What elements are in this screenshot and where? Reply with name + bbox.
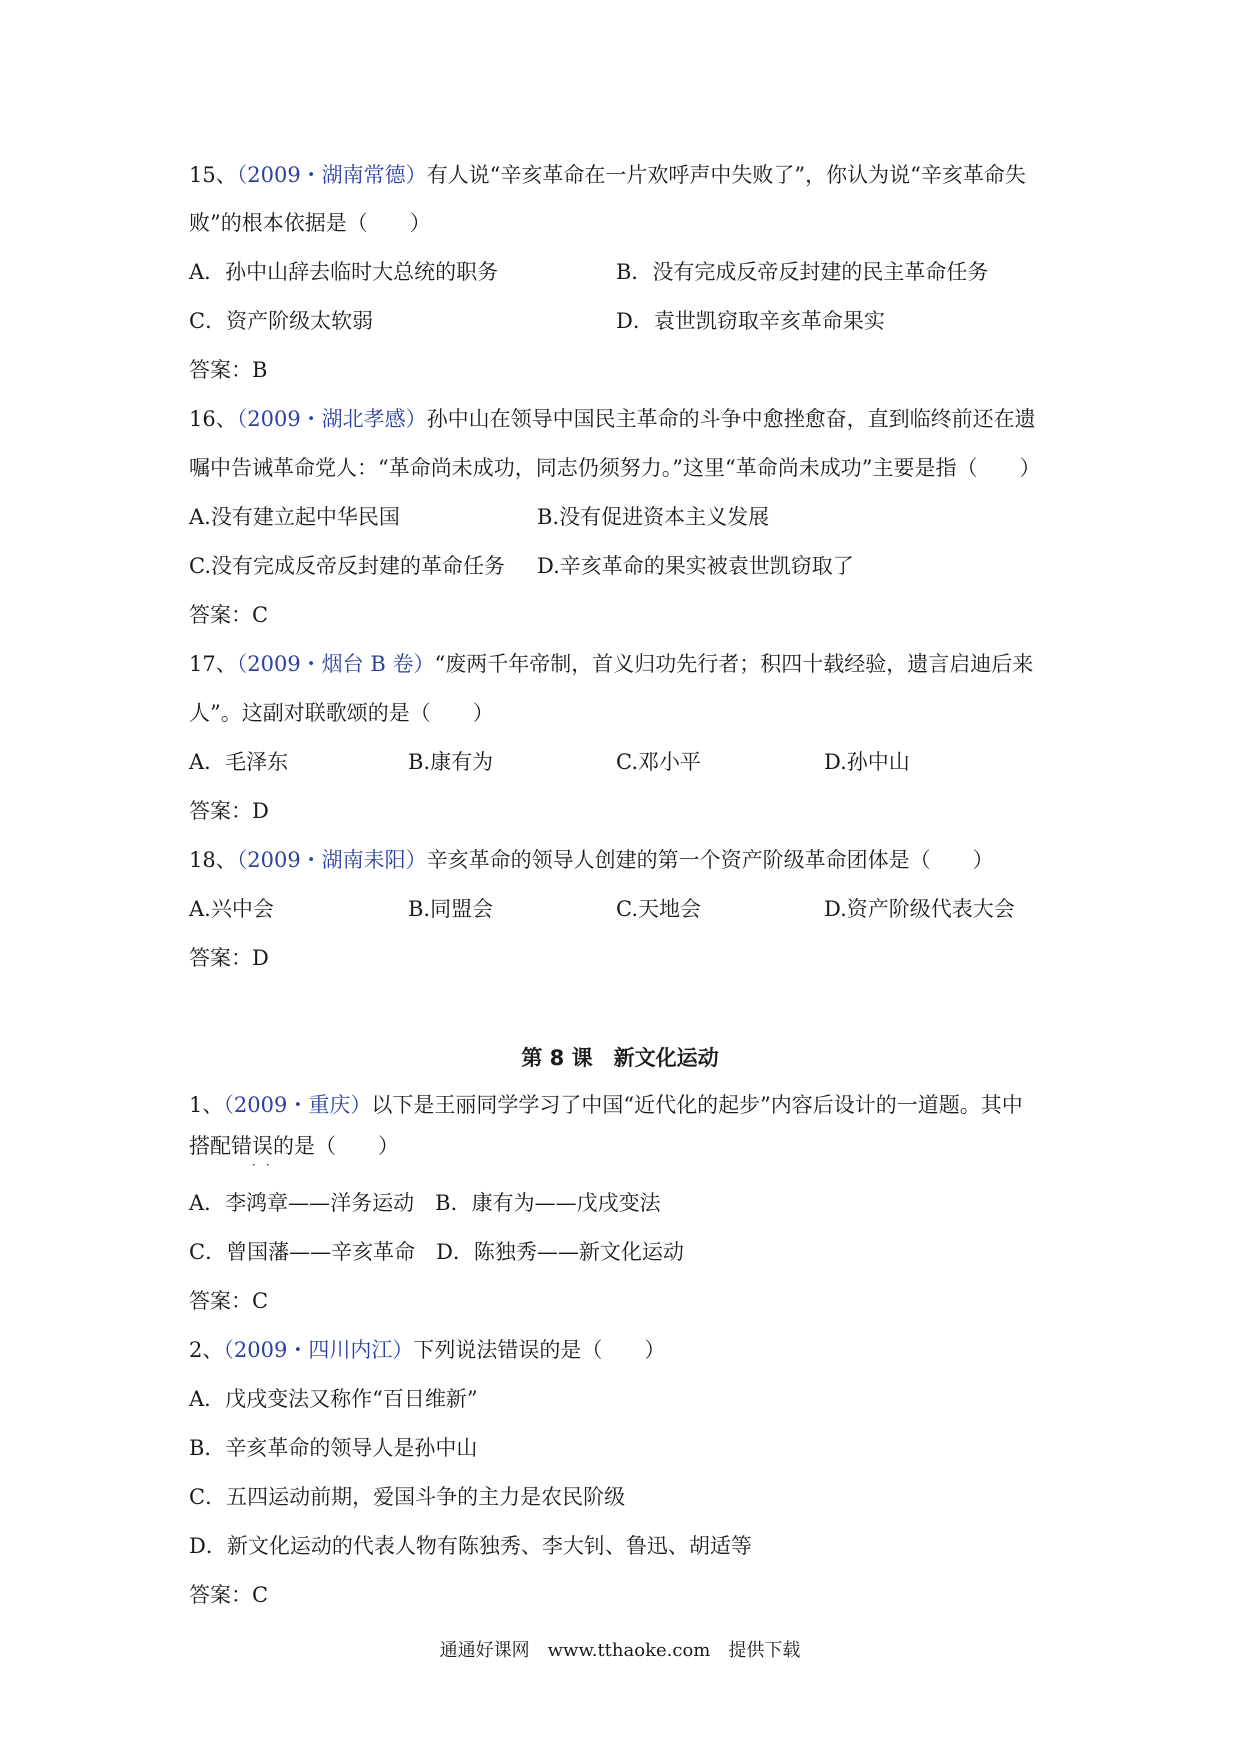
question-17-line2: 人”。这副对联歌颂的是（ ） [189,701,494,725]
option-a: A.兴中会 [189,897,274,921]
question-16-line2: 嘱中告诫革命党人：“革命尚未成功，同志仍须努力。”这里“革命尚未成功”主要是指（ ） [189,456,1041,480]
option-c: C．五四运动前期，爱国斗争的主力是农民阶级 [189,1485,626,1509]
option-b: B.同盟会 [408,897,494,921]
option-d: D.孙中山 [824,750,910,774]
answer: 答案：C [189,603,269,627]
section-title: 第 8 课 新文化运动 [521,1046,719,1070]
question-17-line1: 17、（2009・烟台 B 卷）“废两千年帝制，首义归功先行者；积四十载经验，遗言启迪后来 [189,652,1034,676]
question-source: （2009・湖南耒阳） [236,848,427,872]
question-15-line1: 15、（2009・湖南常德）有人说“辛亥革命在一片欢呼声中失败了”，你认为说“辛亥革命失 [189,163,1026,187]
question-18-line1: 18、（2009・湖南耒阳）辛亥革命的领导人创建的第一个资产阶级革命团体是（ ） [189,848,994,872]
option-d: D．袁世凯窃取辛亥革命果实 [616,309,885,333]
question-1-line1: 1、（2009・重庆）以下是王丽同学学习了中国“近代化的起步”内容后设计的一道题。其中 [189,1093,1023,1117]
option-c: C.天地会 [616,897,701,921]
question-source: （2009・四川内江） [223,1338,414,1362]
question-source: （2009・湖北孝感） [236,407,427,431]
option-b: B.康有为 [408,750,494,774]
emphasis-dots: ·· [252,1158,280,1172]
question-source: （2009・重庆） [223,1093,372,1117]
option-b: B．辛亥革命的领导人是孙中山 [189,1436,478,1460]
option-c: C．资产阶级太软弱 [189,309,374,333]
option-a: A.没有建立起中华民国 [189,505,400,529]
option-cd: C．曾国藩——辛亥革命 D．陈独秀——新文化运动 [189,1240,684,1264]
option-b: B.没有促进资本主义发展 [537,505,770,529]
answer: 答案：D [189,946,269,970]
question-1-line2: 搭配错误的是（ ） [189,1134,399,1158]
answer: 答案：D [189,799,269,823]
answer: 答案：C [189,1583,269,1607]
answer: 答案：B [189,358,268,382]
answer: 答案：C [189,1289,269,1313]
question-16-line1: 16、（2009・湖北孝感）孙中山在领导中国民主革命的斗争中愈挫愈奋，直到临终前还在遗 [189,407,1036,431]
option-c: C.邓小平 [616,750,701,774]
option-b: B．没有完成反帝反封建的民主革命任务 [616,260,989,284]
option-d: D．新文化运动的代表人物有陈独秀、李大钊、鲁迅、胡适等 [189,1534,752,1558]
question-source: （2009・湖南常德） [236,163,427,187]
footer-credit: 通通好课网 www.tthaoke.com 提供下载 [439,1640,801,1661]
option-ab: A．李鸿章——洋务运动 B．康有为——戊戌变法 [189,1191,661,1215]
option-a: A．孙中山辞去临时大总统的职务 [189,260,499,284]
option-c: C.没有完成反帝反封建的革命任务 [189,554,505,578]
option-d: D.辛亥革命的果实被袁世凯窃取了 [537,554,854,578]
option-a: A．毛泽东 [189,750,289,774]
question-15-line2: 败”的根本依据是（ ） [189,211,431,235]
question-2-line1: 2、（2009・四川内江）下列说法错误的是（ ） [189,1338,666,1362]
option-a: A．戊戌变法又称作“百日维新” [189,1387,478,1411]
option-d: D.资产阶级代表大会 [824,897,1015,921]
question-source: （2009・烟台 B 卷） [236,652,435,676]
